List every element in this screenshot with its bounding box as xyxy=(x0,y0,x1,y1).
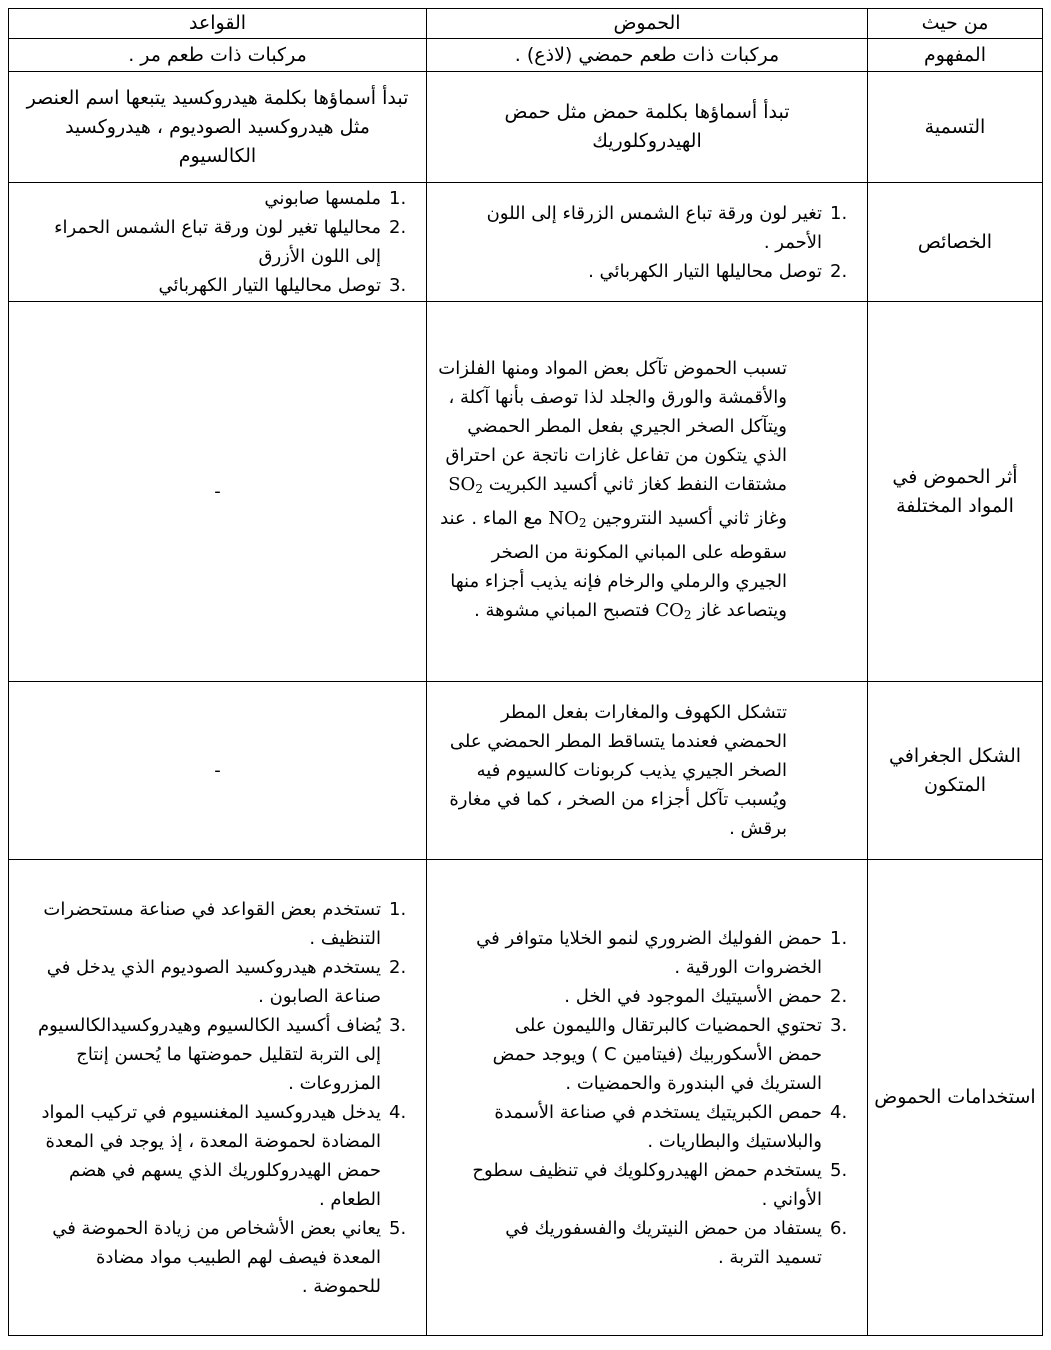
co2-formula: $CO_2$ xyxy=(655,599,692,622)
row-concept xyxy=(9,39,1043,72)
row-uses xyxy=(9,860,1043,1336)
bases-uses xyxy=(9,860,427,1336)
list-item: 1. تغير لون ورقة تباع الشمس الزرقاء إلى اللون الأحمر . xyxy=(486,202,848,253)
bases-naming-line-1: تبدأ أسماؤها بكلمة هيدروكسيد يتبعها اسم العنصر xyxy=(26,86,409,109)
list-item: 3. توصل محاليلها التيار الكهربائي xyxy=(158,275,407,296)
list-item: 3. يُضاف أكسيد الكالسيوم وهيدروكسيدالكالسيوم إلى التربة لتقليل حموضتها ما يُحسن إنتاج المزروعات . xyxy=(37,1014,407,1094)
list-item: 5. يستخدم حمض الهيدروكلويك في تنظيف سطوح الأواني . xyxy=(472,1159,848,1210)
row-properties xyxy=(9,183,1043,302)
aspect-effects: أثر الحموض في المواد المختلفة xyxy=(868,302,1043,682)
bases-properties xyxy=(9,183,427,302)
header-acids: الحموض xyxy=(427,9,868,39)
acids-properties xyxy=(427,183,868,302)
bases-uses-list xyxy=(9,895,426,1301)
list-item: 6. يستفاد من حمض النيتريك والفسفوريك في تسميد التربة . xyxy=(505,1217,848,1268)
row-effects xyxy=(9,302,1043,682)
acids-uses-list xyxy=(427,924,867,1272)
bases-concept: مركبات ذات طعم مر . xyxy=(9,39,427,72)
bases-naming-line-2: مثل هيدروكسيد الصوديوم ، هيدروكسيد الكالسيوم xyxy=(65,115,370,167)
header-row xyxy=(9,9,1043,39)
acids-concept: مركبات ذات طعم حمضي (لاذع) . xyxy=(427,39,868,72)
bases-naming xyxy=(9,72,427,183)
list-item: 4. يدخل هيدروكسيد المغنسيوم في تركيب المواد المضادة لحموضة المعدة ، إذ يوجد في المعدة حمض الهيدروكلوريك الذي يسهم في هضم الطعام . xyxy=(41,1101,407,1210)
list-item: 3. تحتوي الحمضيات كالبرتقال والليمون على حمض الأسكوربيك (فيتامين C ) ويوجد حمض الستريك في البندورة والحمضيات . xyxy=(492,1014,848,1094)
aspect-geo: الشكل الجغرافي المتكون xyxy=(868,682,1043,860)
acids-effects: تسبب الحموض تآكل بعض المواد ومنها الفلزات والأقمشة والورق والجلد لذا توصف بأنها آكلة ، ويتآكل الصخر الجيري بفعل المطر الحمضي الذي يتكون من تفاعل غازات ناتجة عن احتراق مشتقات النفط كغاز ثاني أكسيد الكبريت $SO_2$ وغاز ثاني أكسيد النتروجين $NO_2$ مع الماء . عند سقوطه على المباني المكونة من الصخر الجيري والرملي والرخام فإنه يذيب أجزاء منها ويتصاعد غاز $CO_2$ فتصبح المباني مشوهة . xyxy=(427,302,868,682)
aspect-uses: استخدامات الحموض xyxy=(868,860,1043,1336)
list-item: 4. حمص الكبريتيك يستخدم في صناعة الأسمدة والبلاستيك والبطاريات . xyxy=(494,1101,848,1152)
aspect-naming: التسمية xyxy=(868,72,1043,183)
row-naming xyxy=(9,72,1043,183)
bases-effects: - xyxy=(9,302,427,682)
so2-formula: $SO_2$ xyxy=(448,473,483,496)
aspect-concept: المفهوم xyxy=(868,39,1043,72)
list-item: 1. حمض الفوليك الضروري لنمو الخلايا متوافر في الخضروات الورقية . xyxy=(476,927,848,978)
acids-geo: تتشكل الكهوف والمغارات بفعل المطر الحمضي فعندما يتساقط المطر الحمضي على الصخر الجيري يذيب كربونات كالسيوم فيه ويُسبب تآكل أجزاء من الصخر ، كما في مغارة برقش . xyxy=(427,682,868,860)
list-item: 2. توصل محاليلها التيار الكهربائي . xyxy=(588,260,848,282)
list-item: 1. ملمسها صابوني xyxy=(264,188,407,209)
header-aspect: من حيث xyxy=(868,9,1043,39)
list-item: 2. محاليلها تغير لون ورقة تباع الشمس الحمراء إلى اللون الأزرق xyxy=(54,217,407,267)
list-item: 2. يستخدم هيدروكسيد الصوديوم الذي يدخل في صناعة الصابون . xyxy=(46,956,407,1007)
list-item: 5. يعاني بعض الأشخاص من زيادة الحموضة في المعدة فيصف لهم الطبيب مواد مضادة للحموضة . xyxy=(52,1217,407,1297)
acids-naming: تبدأ أسماؤها بكلمة حمض مثل حمض الهيدروكلوريك xyxy=(427,72,868,183)
header-bases: القواعد xyxy=(9,9,427,39)
list-item: 2. حمض الأسيتيك الموجود في الخل . xyxy=(564,985,848,1007)
bases-geo: - xyxy=(9,682,427,860)
no2-formula: $NO_2$ xyxy=(548,507,587,530)
acids-properties-list xyxy=(427,199,867,286)
row-geo xyxy=(9,682,1043,860)
acids-bases-comparison-table xyxy=(8,8,1043,1336)
bases-properties-list xyxy=(9,184,426,300)
acids-uses xyxy=(427,860,868,1336)
aspect-properties: الخصائص xyxy=(868,183,1043,302)
list-item: 1. تستخدم بعض القواعد في صناعة مستحضرات التنظيف . xyxy=(43,898,407,949)
